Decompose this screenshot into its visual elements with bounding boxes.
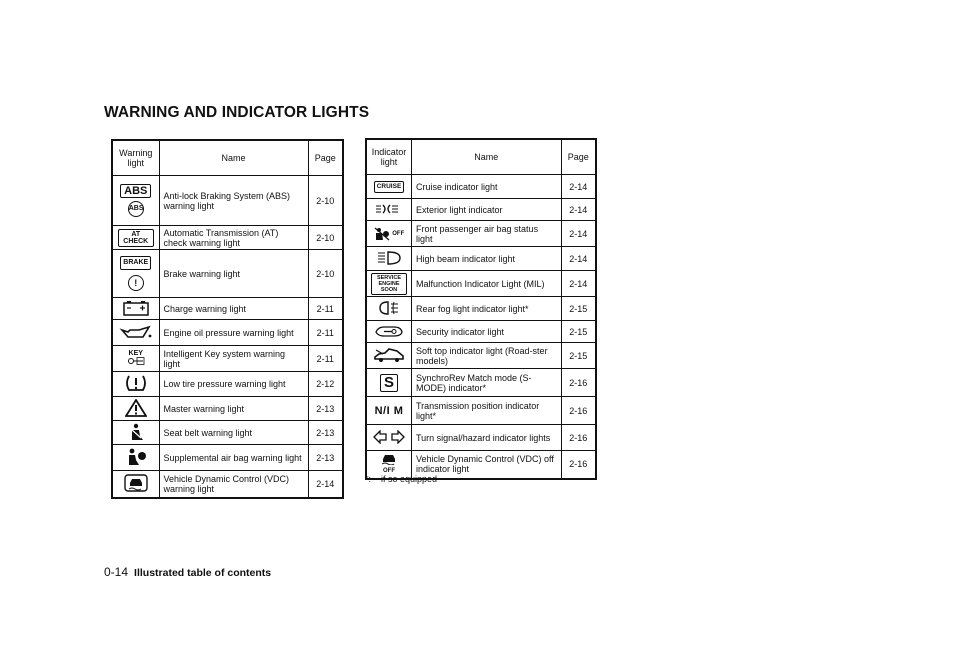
master-warning-icon bbox=[125, 399, 147, 417]
page-ref: 2-14 bbox=[308, 471, 343, 498]
table-header-row bbox=[366, 139, 596, 175]
oil-can-icon bbox=[119, 324, 153, 340]
light-name: Transmission position indicator light* bbox=[412, 397, 562, 425]
page-number: 0-14 bbox=[104, 565, 129, 579]
page-ref: 2-15 bbox=[561, 297, 596, 321]
table-header-row bbox=[112, 140, 343, 176]
page-ref: 2-10 bbox=[308, 226, 343, 250]
abs-warning-icon: ABS ABS bbox=[117, 184, 155, 217]
table-row bbox=[366, 271, 596, 297]
high-beam-icon bbox=[375, 251, 403, 265]
turn-signal-icon bbox=[373, 430, 405, 444]
page-ref: 2-16 bbox=[561, 425, 596, 451]
soft-top-icon bbox=[373, 347, 405, 363]
synchrorev-icon: S bbox=[380, 374, 398, 392]
light-name: Security indicator light bbox=[412, 321, 562, 343]
table-row bbox=[112, 176, 343, 226]
page-ref: 2-11 bbox=[308, 320, 343, 346]
table-row bbox=[112, 397, 343, 421]
footnote: *: if so equipped bbox=[365, 474, 438, 484]
light-name: Low tire pressure warning light bbox=[159, 372, 308, 397]
at-check-icon: AT CHECK bbox=[118, 229, 154, 247]
table-row bbox=[366, 199, 596, 221]
light-name: Vehicle Dynamic Control (VDC) off indicator light bbox=[412, 451, 562, 479]
warning-lights-table bbox=[111, 139, 344, 499]
page-ref: 2-10 bbox=[308, 250, 343, 298]
page-ref: 2-15 bbox=[561, 321, 596, 343]
section-title: Illustrated table of contents bbox=[134, 567, 272, 579]
table-row bbox=[112, 346, 343, 372]
table-row bbox=[112, 320, 343, 346]
rear-fog-icon bbox=[377, 301, 401, 315]
seat-belt-icon bbox=[126, 423, 146, 441]
page-ref: 2-13 bbox=[308, 397, 343, 421]
key-warning-icon: KEY bbox=[117, 350, 155, 367]
page-ref: 2-13 bbox=[308, 421, 343, 445]
battery-charge-icon bbox=[121, 300, 151, 316]
indicator-lights-table bbox=[365, 138, 597, 480]
page-ref: 2-16 bbox=[561, 451, 596, 479]
column-header-warning-light: Warning light bbox=[112, 140, 159, 176]
light-name: Master warning light bbox=[159, 397, 308, 421]
light-name: Automatic Transmission (AT) check warning light bbox=[159, 226, 308, 250]
page-ref: 2-14 bbox=[561, 271, 596, 297]
light-name: Cruise indicator light bbox=[412, 175, 562, 199]
page-ref: 2-16 bbox=[561, 397, 596, 425]
table-row bbox=[366, 321, 596, 343]
page-footer bbox=[104, 565, 271, 579]
table-row bbox=[112, 445, 343, 471]
brake-warning-icon: BRAKE ! bbox=[117, 256, 155, 291]
service-engine-soon-icon: SERVICE ENGINE SOON bbox=[371, 273, 407, 295]
table-row bbox=[112, 471, 343, 498]
transmission-position-icon: N/I M bbox=[374, 404, 404, 417]
table-row bbox=[366, 397, 596, 425]
page-ref: 2-11 bbox=[308, 346, 343, 372]
page-ref: 2-12 bbox=[308, 372, 343, 397]
light-name: Anti-lock Braking System (ABS) warning light bbox=[159, 176, 308, 226]
passenger-airbag-off-icon: OFF bbox=[371, 227, 407, 241]
light-name: Charge warning light bbox=[159, 298, 308, 320]
table-row bbox=[112, 298, 343, 320]
cruise-icon: CRUISE bbox=[374, 181, 405, 193]
page-ref: 2-14 bbox=[561, 175, 596, 199]
table-row bbox=[366, 343, 596, 369]
light-name: Brake warning light bbox=[159, 250, 308, 298]
light-name: Exterior light indicator bbox=[412, 199, 562, 221]
column-header-name: Name bbox=[412, 139, 562, 175]
column-header-indicator-light: Indicator light bbox=[366, 139, 412, 175]
vdc-warning-icon bbox=[124, 474, 148, 492]
table-row bbox=[366, 247, 596, 271]
table-row bbox=[366, 425, 596, 451]
airbag-icon bbox=[125, 448, 147, 466]
page-ref: 2-13 bbox=[308, 445, 343, 471]
page-ref: 2-14 bbox=[561, 247, 596, 271]
page-ref: 2-14 bbox=[561, 221, 596, 247]
page-ref: 2-15 bbox=[561, 343, 596, 369]
light-name: Seat belt warning light bbox=[159, 421, 308, 445]
table-row bbox=[366, 369, 596, 397]
column-header-page: Page bbox=[561, 139, 596, 175]
exterior-light-icon bbox=[374, 203, 404, 215]
light-name: Front passenger air bag status light bbox=[412, 221, 562, 247]
table-row bbox=[112, 226, 343, 250]
page-ref: 2-16 bbox=[561, 369, 596, 397]
light-name: Rear fog light indicator light* bbox=[412, 297, 562, 321]
table-row bbox=[366, 175, 596, 199]
light-name: Supplemental air bag warning light bbox=[159, 445, 308, 471]
table-row bbox=[366, 297, 596, 321]
light-name: Malfunction Indicator Light (MIL) bbox=[412, 271, 562, 297]
light-name: Engine oil pressure warning light bbox=[159, 320, 308, 346]
table-row bbox=[112, 250, 343, 298]
light-name: Turn signal/hazard indicator lights bbox=[412, 425, 562, 451]
vdc-off-icon: OFF bbox=[371, 453, 407, 475]
security-icon bbox=[374, 324, 404, 338]
light-name: SynchroRev Match mode (S-MODE) indicator* bbox=[412, 369, 562, 397]
tire-pressure-icon bbox=[124, 374, 148, 392]
page-heading: WARNING AND INDICATOR LIGHTS bbox=[104, 104, 370, 121]
table-row bbox=[112, 372, 343, 397]
light-name: High beam indicator light bbox=[412, 247, 562, 271]
column-header-page: Page bbox=[308, 140, 343, 176]
column-header-name: Name bbox=[159, 140, 308, 176]
table-row bbox=[366, 221, 596, 247]
table-row bbox=[112, 421, 343, 445]
page-ref: 2-14 bbox=[561, 199, 596, 221]
light-name: Vehicle Dynamic Control (VDC) warning light bbox=[159, 471, 308, 498]
page-ref: 2-10 bbox=[308, 176, 343, 226]
light-name: Intelligent Key system warning light bbox=[159, 346, 308, 372]
page-ref: 2-11 bbox=[308, 298, 343, 320]
light-name: Soft top indicator light (Road-ster models) bbox=[412, 343, 562, 369]
